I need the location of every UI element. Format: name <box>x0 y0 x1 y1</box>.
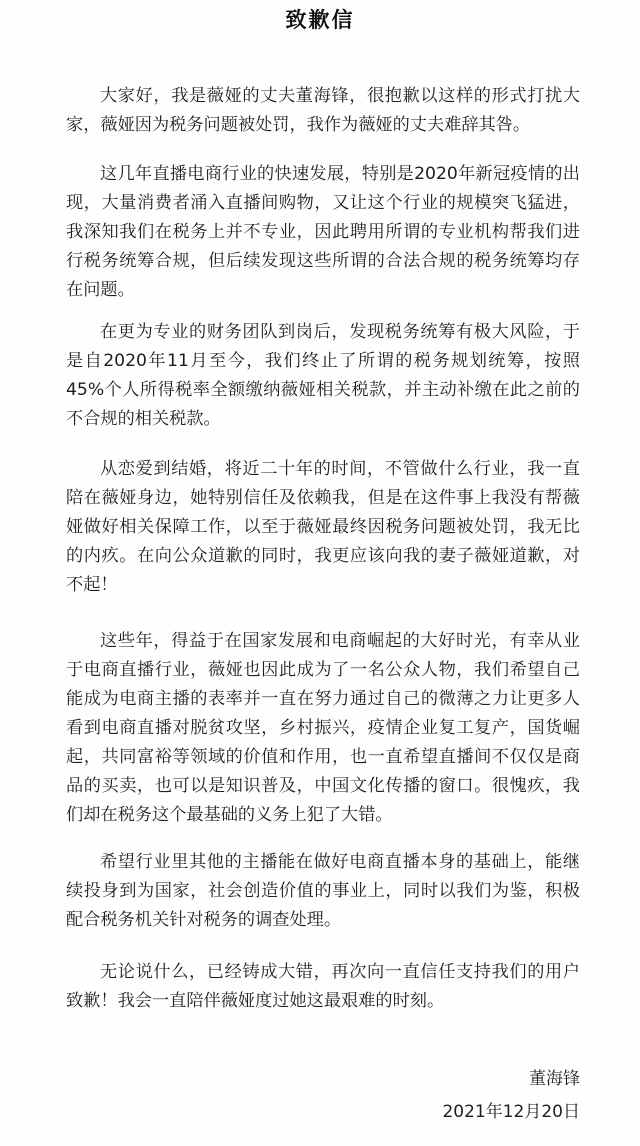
paragraph-greeting: 大家好，我是薇娅的丈夫董海锋，很抱歉以这样的形式打扰大家，薇娅因为税务问题被处罚，我作为薇娅的丈夫难辞其咎。 <box>66 86 580 135</box>
signature-name: 董海锋 <box>529 1069 580 1089</box>
paragraph-industry-reflection: 这些年，得益于在国家发展和电商崛起的大好时光，有幸从业于电商直播行业，薇娅也因此成为了一名公众人物，我们希望自己能成为电商主播的表率并一直在努力通过自己的微薄之力让更多人看到电商直播对脱贫攻坚，乡村振兴，疫情企业复工复产，国货崛起，共同富裕等领域的价值和作用，也一直希望直播间不仅仅是商品的买卖，也可以是知识普及，中国文化传播的窗口。很愧疚，我们却在税务这个最基础的义务上犯了大错。 <box>66 631 580 825</box>
paragraph-tax-correction: 在更为专业的财务团队到岗后，发现税务统筹有极大风险，于是自2020年11月至今，我们终止了所谓的税务规划统筹，按照45%个人所得税率全额缴纳薇娅相关税款，并主动补缴在此之前的不合规的相关税款。 <box>66 322 580 429</box>
paragraph-background: 这几年直播电商行业的快速发展，特别是2020年新冠疫情的出现，大量消费者涌入直播间购物，又让这个行业的规模突飞猛进，我深知我们在税务上并不专业，因此聘用所谓的专业机构帮我们进行税务统筹合规，但后续发现这些所谓的合法合规的税务统筹均存在问题。 <box>66 164 580 300</box>
paragraph-closing: 无论说什么，已经铸成大错，再次向一直信任支持我们的用户致歉！我会一直陪伴薇娅度过她这最艰难的时刻。 <box>66 962 580 1011</box>
letter-title: 致歉信 <box>285 8 355 32</box>
paragraph-industry-hope: 希望行业里其他的主播能在做好电商直播本身的基础上，能继续投身到为国家，社会创造价值的事业上，同时以我们为鉴，积极配合税务机关针对税务的调查处理。 <box>66 852 580 930</box>
paragraph-personal-apology: 从恋爱到结婚，将近二十年的时间，不管做什么行业，我一直陪在薇娅身边，她特别信任及依赖我，但是在这件事上我没有帮薇娅做好相关保障工作，以至于薇娅最终因税务问题被处罚，我无比的内疚。在向公众道歉的同时，我更应该向我的妻子薇娅道歉，对不起！ <box>66 459 580 595</box>
signature-date: 2021年12月20日 <box>442 1102 580 1122</box>
